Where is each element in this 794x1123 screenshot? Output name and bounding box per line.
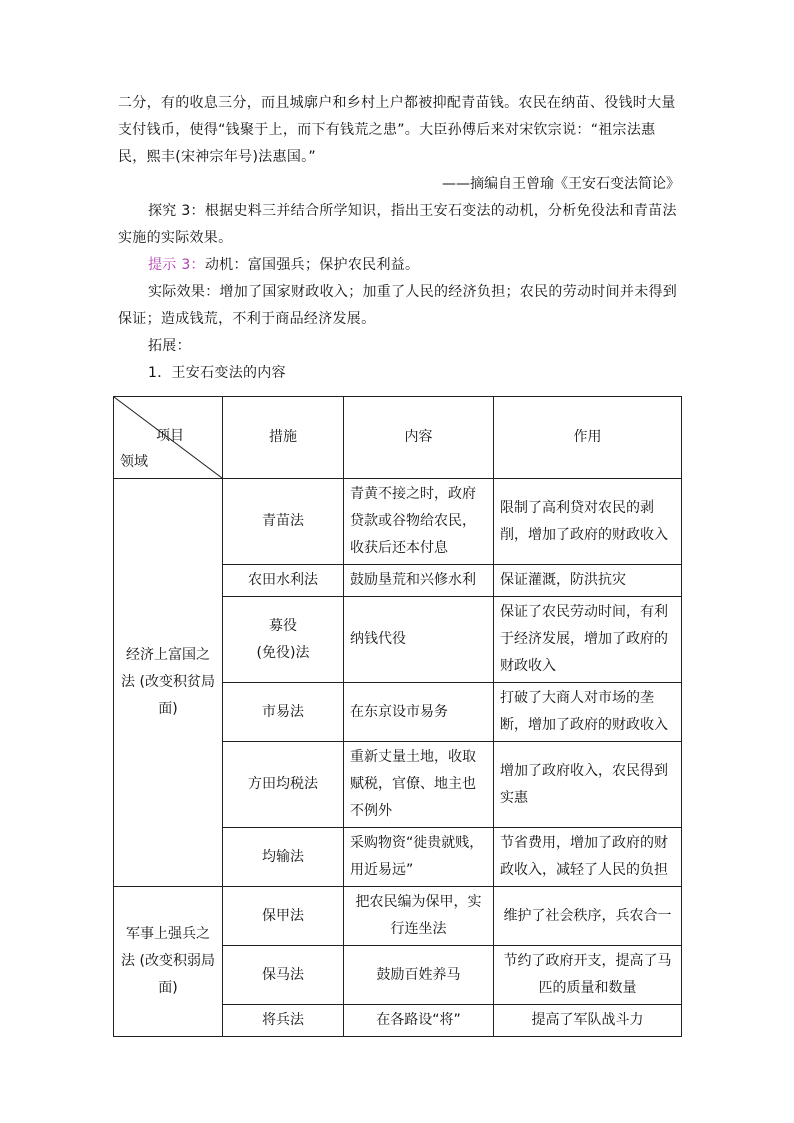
measure-cell: 方田均税法 [223,742,344,828]
measure-cell: 农田水利法 [223,565,344,597]
measure-cell: 保马法 [223,946,344,1005]
header-content: 内容 [344,397,494,479]
content-cell: 在各路设“将” [344,1005,494,1037]
group-military: 军事上强兵之法 (改变积弱局面) [114,887,223,1037]
content-cell: 把农民编为保甲，实行连坐法 [344,887,494,946]
expand-heading: 拓展： [148,338,191,354]
content-cell: 鼓励百姓养马 [344,946,494,1005]
list-title: 1．王安石变法的内容 [148,365,286,381]
table-row [114,479,682,565]
hint-text: 动机：富国强兵；保护农民利益。 [204,257,420,273]
table-header-row [114,397,682,479]
corner-header-cell [114,397,223,479]
measure-cell: 市易法 [223,683,344,742]
content-cell: 在东京设市易务 [344,683,494,742]
hint-paragraph [118,252,680,279]
effect-cell: 保证灌溉，防洪抗灾 [494,565,682,597]
content-cell: 鼓励垦荒和兴修水利 [344,565,494,597]
corner-bottom-label: 领域 [120,454,148,470]
measure-cell: 青苗法 [223,479,344,565]
header-effect: 作用 [494,397,682,479]
document-body [118,90,680,387]
content-cell: 重新丈量土地，收取赋税，官僚、地主也不例外 [344,742,494,828]
effect-cell: 节省费用，增加了政府的财政收入，减轻了人民的负担 [494,828,682,887]
hint-label: 提示 3： [148,257,205,273]
content-cell: 采购物资“徙贵就贱，用近易远” [344,828,494,887]
content-cell: 青黄不接之时，政府贷款或谷物给农民，收获后还本付息 [344,479,494,565]
explore-question: 探究 3：根据史料三并结合所学知识，指出王安石变法的动机，分析免役法和青苗法实施的实际效果。 [118,203,677,246]
effect-cell: 提高了军队战斗力 [494,1005,682,1037]
effect-cell: 维护了社会秩序，兵农合一 [494,887,682,946]
effect-paragraph: 实际效果：增加了国家财政收入；加重了人民的经济负担；农民的劳动时间并未得到保证；造成钱荒，不利于商品经济发展。 [118,284,678,327]
measure-cell: 将兵法 [223,1005,344,1037]
header-measure: 措施 [223,397,344,479]
table-row [114,887,682,946]
effect-cell: 增加了政府收入，农民得到实惠 [494,742,682,828]
measure-cell: 保甲法 [223,887,344,946]
effect-cell: 节约了政府开支，提高了马匹的质量和数量 [494,946,682,1005]
effect-cell: 打破了大商人对市场的垄断，增加了政府的财政收入 [494,683,682,742]
content-cell: 纳钱代役 [344,597,494,683]
effect-cell: 限制了高利贷对农民的剥削，增加了政府的财政收入 [494,479,682,565]
corner-top-label: 项目 [156,428,184,444]
source-citation: ——摘编自王曾瑜《王安石变法简论》 [442,176,680,192]
effect-cell: 保证了农民劳动时间，有利于经济发展，增加了政府的财政收入 [494,597,682,683]
source-text-paragraph: 二分，有的收息三分，而且城廓户和乡村上户都被抑配青苗钱。农民在纳苗、役钱时大量支付钱币，使得“钱聚于上，而下有钱荒之患”。大臣孙傅后来对宋钦宗说：“祖宗法惠民，熙丰(宋神宗年号)法惠国。” [118,95,676,165]
reform-table [113,396,682,1037]
measure-cell: 均输法 [223,828,344,887]
group-economic: 经济上富国之法 (改变积贫局面) [114,479,223,887]
measure-cell: 募役 (免役)法 [223,597,344,683]
